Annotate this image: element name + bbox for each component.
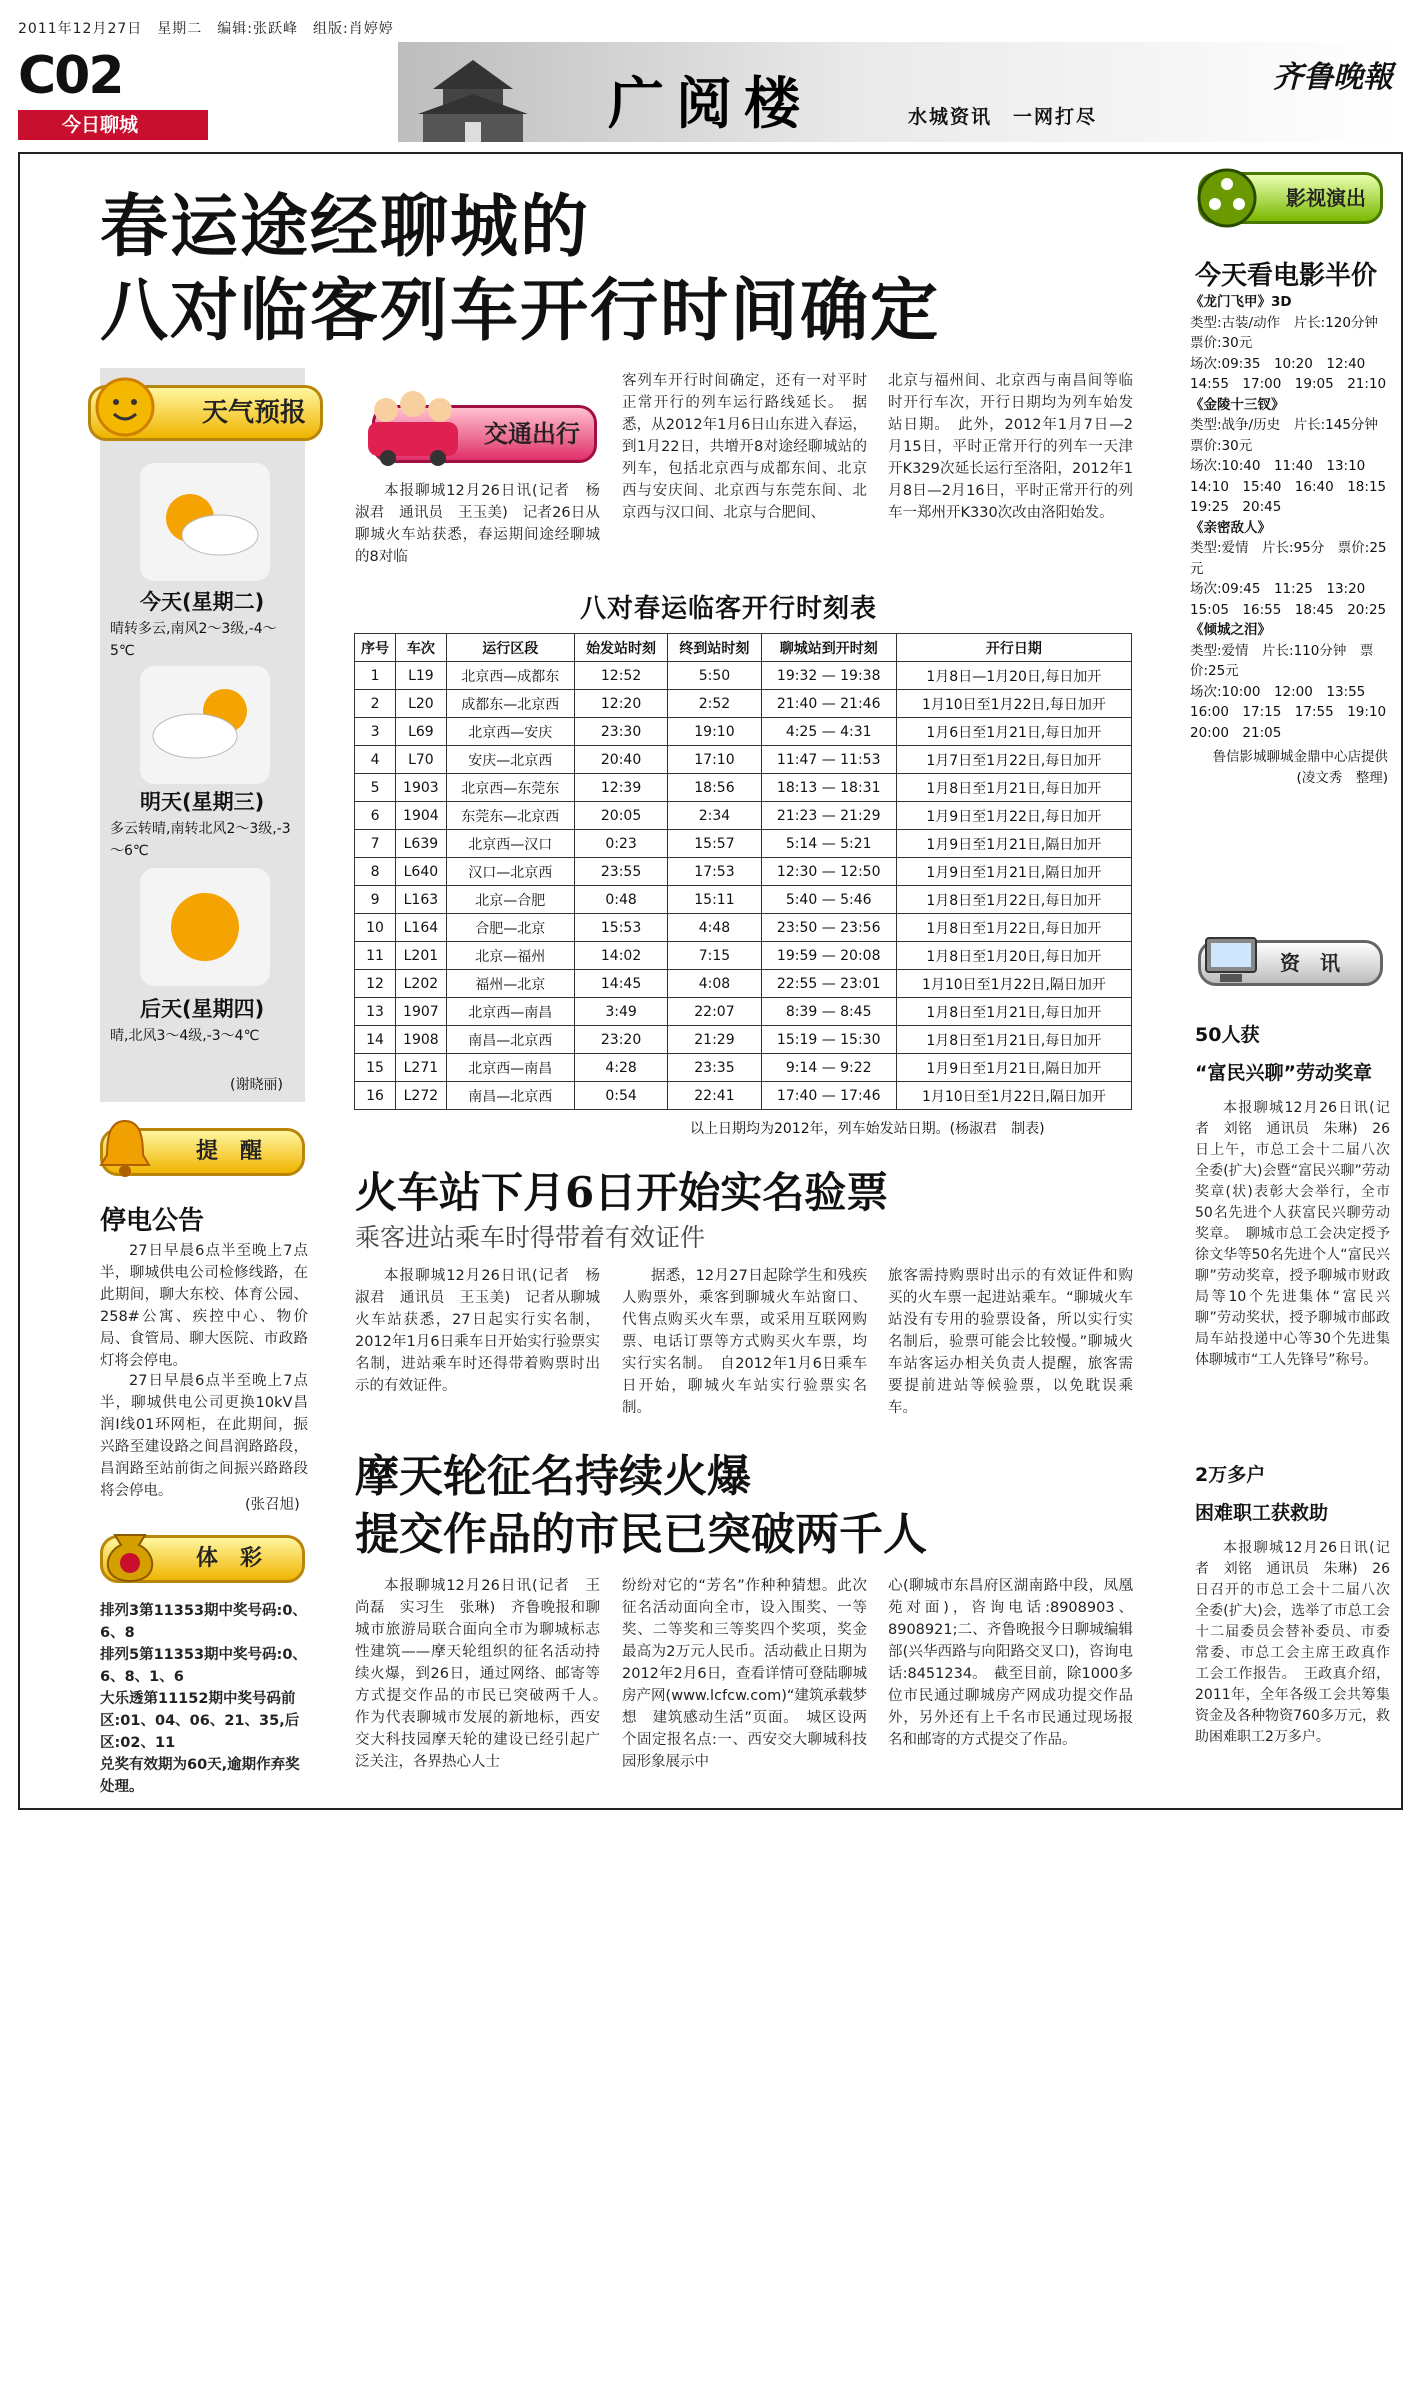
smiling-sun-icon bbox=[80, 362, 170, 452]
table-cell: 9:14 — 9:22 bbox=[761, 1054, 896, 1082]
table-cell: 1月10日至1月22日,隔日加开 bbox=[896, 970, 1131, 998]
table-cell: 2 bbox=[355, 690, 396, 718]
table-cell: L164 bbox=[396, 914, 447, 942]
table-cell: 北京西—南昌 bbox=[446, 1054, 574, 1082]
table-cell: 5:14 — 5:21 bbox=[761, 830, 896, 858]
weather-dayafter-desc: 晴,北风3～4级,-3～4℃ bbox=[110, 1028, 260, 1044]
movie-name: 《金陵十三钗》 bbox=[1190, 396, 1285, 413]
table-row bbox=[355, 746, 1132, 774]
table-cell: 0:48 bbox=[574, 886, 667, 914]
movie-item bbox=[1190, 395, 1400, 518]
table-cell: 北京西—成都东 bbox=[446, 662, 574, 690]
table-cell: 17:40 — 17:46 bbox=[761, 1082, 896, 1110]
story3-column-3: 心(聊城市东昌府区湖南路中段，凤凰苑对面)，咨询电话:8908903、8908921;二、齐鲁晚报今日聊城编辑部(兴华西路与向阳路交叉口)，咨询电话:8451234。 截至目前，除1000多位市民通过聊城房产网成功提交作品外，另外还有上千名市民通过现场报名和邮寄的方式提交了作品。 bbox=[888, 1578, 1133, 1748]
movie-times: 场次:09:45 11:25 13:20 15:05 16:55 18:45 20:25 bbox=[1190, 581, 1387, 618]
reminder-title: 停电公告 bbox=[100, 1206, 205, 1236]
table-cell: L70 bbox=[396, 746, 447, 774]
timetable-note: 以上日期均为2012年，列车始发站日期。(杨淑君 制表) bbox=[690, 1121, 1045, 1137]
table-row bbox=[355, 914, 1132, 942]
table-cell: 1月8日至1月21日,每日加开 bbox=[896, 774, 1131, 802]
lottery-line: 大乐透第11152期中奖号码前区:01、04、06、21、35,后区:02、11 bbox=[100, 1691, 300, 1751]
movies-logo: 影视演出 bbox=[1198, 172, 1383, 224]
reminder-paragraph-1: 27日早晨6点半至晚上7点半，聊城供电公司检修线路，在此期间，聊大东校、体育公园、258#公寓、疾控中心、物价局、食管局、聊大医院、市政路灯将会停电。 bbox=[100, 1243, 308, 1369]
table-cell: L272 bbox=[396, 1082, 447, 1110]
table-cell: 1 bbox=[355, 662, 396, 690]
table-cell: 北京西—汉口 bbox=[446, 830, 574, 858]
table-cell: 15 bbox=[355, 1054, 396, 1082]
story2-title: 火车站下月6日开始实名验票 bbox=[355, 1168, 889, 1217]
table-cell: 23:35 bbox=[668, 1054, 761, 1082]
movie-name: 《倾城之泪》 bbox=[1190, 622, 1271, 638]
table-cell: L202 bbox=[396, 970, 447, 998]
lottery-results bbox=[100, 1600, 310, 1798]
table-row bbox=[355, 1026, 1132, 1054]
movie-info: 类型:古装/动作 片长:120分钟 票价:30元 bbox=[1190, 314, 1392, 351]
newspaper-logo: 齐鲁晚報 bbox=[1273, 60, 1393, 95]
table-cell: 南昌—北京西 bbox=[446, 1026, 574, 1054]
table-cell: 21:40 — 21:46 bbox=[761, 690, 896, 718]
weather-credit: (谢晓丽) bbox=[230, 1077, 283, 1093]
table-cell: 1月10日至1月22日,每日加开 bbox=[896, 690, 1131, 718]
table-cell: L19 bbox=[396, 662, 447, 690]
table-cell: 3:49 bbox=[574, 998, 667, 1026]
reminder-paragraph-2: 27日早晨6点半至晚上7点半，聊城供电公司更换10kV昌润I线01环网柜，在此期间，振兴路至建设路之间昌润路路段，昌润路至站前街之间振兴路路段将会停电。 bbox=[100, 1373, 308, 1499]
table-row bbox=[355, 662, 1132, 690]
movie-name: 《亲密敌人》 bbox=[1190, 519, 1271, 536]
table-cell: 11:47 — 11:53 bbox=[761, 746, 896, 774]
story3-title bbox=[355, 1448, 927, 1564]
table-cell: 18:56 bbox=[668, 774, 761, 802]
table-cell: 11 bbox=[355, 942, 396, 970]
cloud-sun-icon bbox=[140, 666, 270, 784]
traffic-column-3: 北京与福州间、北京西与南昌间等临时开行车次，开行日期均为列车始发站日期。 此外，2012年1月7日—2月15日，平时正常开行的列车一天津开K329次延长运行至洛阳，2012年1月8日—2月16日，平时正常开行的列车一郑州开K330次改由洛阳始发。 bbox=[888, 373, 1133, 521]
masthead bbox=[18, 42, 1403, 144]
news-item2-subtitle: 困难职工获救助 bbox=[1195, 1502, 1329, 1524]
table-cell: 7:15 bbox=[668, 942, 761, 970]
table-cell: 14 bbox=[355, 1026, 396, 1054]
table-cell: 1月9日至1月21日,隔日加开 bbox=[896, 830, 1131, 858]
table-cell: 1月8日至1月22日,每日加开 bbox=[896, 886, 1131, 914]
table-cell: 22:07 bbox=[668, 998, 761, 1026]
table-header-row bbox=[355, 634, 1132, 662]
sun-icon bbox=[140, 868, 270, 986]
table-cell: 1月8日—1月20日,每日加开 bbox=[896, 662, 1131, 690]
table-cell: 19:32 — 19:38 bbox=[761, 662, 896, 690]
lottery-logo: 体 彩 bbox=[100, 1535, 305, 1583]
table-cell: 1月6日至1月21日,每日加开 bbox=[896, 718, 1131, 746]
table-row bbox=[355, 970, 1132, 998]
reminder-logo: 提 醒 bbox=[100, 1128, 305, 1176]
table-cell: 9 bbox=[355, 886, 396, 914]
table-row bbox=[355, 886, 1132, 914]
table-cell: 2:52 bbox=[668, 690, 761, 718]
table-cell: L639 bbox=[396, 830, 447, 858]
news-item1-title: 50人获 bbox=[1195, 1024, 1260, 1046]
table-cell: 汉口—北京西 bbox=[446, 858, 574, 886]
movie-name: 《龙门飞甲》3D bbox=[1190, 294, 1292, 310]
table-cell: 1907 bbox=[396, 998, 447, 1026]
table-cell: 12:39 bbox=[574, 774, 667, 802]
table-cell: L20 bbox=[396, 690, 447, 718]
table-cell: 18:13 — 18:31 bbox=[761, 774, 896, 802]
col-header: 终到站时刻 bbox=[668, 634, 761, 662]
table-cell: 福州—北京 bbox=[446, 970, 574, 998]
table-cell: 北京西—南昌 bbox=[446, 998, 574, 1026]
table-cell: 15:19 — 15:30 bbox=[761, 1026, 896, 1054]
table-cell: 22:55 — 23:01 bbox=[761, 970, 896, 998]
table-cell: 15:57 bbox=[668, 830, 761, 858]
table-cell: 北京西—安庆 bbox=[446, 718, 574, 746]
col-header: 车次 bbox=[396, 634, 447, 662]
table-cell: 5:40 — 5:46 bbox=[761, 886, 896, 914]
table-row bbox=[355, 830, 1132, 858]
column-banner bbox=[398, 42, 1403, 142]
movie-times: 场次:10:00 12:00 13:55 16:00 17:15 17:55 19:10 20:00 21:05 bbox=[1190, 683, 1400, 741]
main-headline bbox=[100, 185, 940, 353]
family-car-icon bbox=[358, 372, 478, 467]
table-cell: 13 bbox=[355, 998, 396, 1026]
table-cell: 10 bbox=[355, 914, 396, 942]
table-cell: 19:59 — 20:08 bbox=[761, 942, 896, 970]
col-header: 序号 bbox=[355, 634, 396, 662]
weather-dayafter-label: 后天(星期四) bbox=[140, 997, 265, 1021]
timetable-body bbox=[355, 662, 1132, 1110]
table-cell: 1月10日至1月22日,隔日加开 bbox=[896, 1082, 1131, 1110]
weather-tomorrow-label: 明天(星期三) bbox=[140, 790, 265, 814]
timetable-title: 八对春运临客开行时刻表 bbox=[580, 594, 878, 624]
traffic-logo: 交通出行 bbox=[372, 405, 597, 463]
table-row bbox=[355, 942, 1132, 970]
section-tab: 今日聊城 bbox=[18, 110, 208, 140]
movie-info: 类型:爱情 片长:110分钟 票价:25元 bbox=[1190, 642, 1374, 679]
col-header: 聊城站到开时刻 bbox=[761, 634, 896, 662]
table-cell: 1月7日至1月22日,每日加开 bbox=[896, 746, 1131, 774]
table-cell: 19:10 bbox=[668, 718, 761, 746]
bell-icon bbox=[95, 1115, 155, 1181]
table-cell: 东莞东—北京西 bbox=[446, 802, 574, 830]
table-row bbox=[355, 690, 1132, 718]
table-cell: 0:54 bbox=[574, 1082, 667, 1110]
table-cell: 6 bbox=[355, 802, 396, 830]
table-cell: 4:25 — 4:31 bbox=[761, 718, 896, 746]
table-row bbox=[355, 802, 1132, 830]
lottery-line: 排列5第11353期中奖号码:0、6、8、1、6 bbox=[100, 1647, 307, 1685]
table-cell: 成都东—北京西 bbox=[446, 690, 574, 718]
traffic-lead: 本报聊城12月26日讯(记者 杨淑君 通讯员 王玉美) 记者26日从聊城火车站获悉，春运期间途经聊城的8对临 bbox=[355, 483, 600, 565]
table-cell: L201 bbox=[396, 942, 447, 970]
movie-info: 类型:爱情 片长:95分 票价:25元 bbox=[1190, 540, 1387, 577]
weather-panel bbox=[100, 368, 305, 1102]
reminder-credit: (张召旭) bbox=[245, 1497, 300, 1513]
table-cell: 4:08 bbox=[668, 970, 761, 998]
table-cell: 北京—合肥 bbox=[446, 886, 574, 914]
table-cell: 1月9日至1月21日,隔日加开 bbox=[896, 858, 1131, 886]
table-cell: 1903 bbox=[396, 774, 447, 802]
table-cell: 12:30 — 12:50 bbox=[761, 858, 896, 886]
table-cell: 4:48 bbox=[668, 914, 761, 942]
film-reel-icon bbox=[1195, 166, 1259, 230]
movie-item bbox=[1190, 620, 1400, 743]
table-cell: 14:45 bbox=[574, 970, 667, 998]
edition-meta: 2011年12月27日 星期二 编辑:张跃峰 组版:肖婷婷 bbox=[18, 21, 394, 37]
table-cell: 1月8日至1月21日,每日加开 bbox=[896, 1026, 1131, 1054]
movie-times: 场次:09:35 10:20 12:40 14:55 17:00 19:05 21:10 bbox=[1190, 355, 1387, 392]
column-subtitle: 水城资讯 一网打尽 bbox=[908, 106, 1098, 128]
table-row bbox=[355, 1054, 1132, 1082]
movie-listings bbox=[1190, 292, 1400, 788]
news-item2-title: 2万多户 bbox=[1195, 1464, 1266, 1486]
table-row bbox=[355, 718, 1132, 746]
drum-tower-icon bbox=[413, 42, 533, 142]
news-item2-text: 本报聊城12月26日讯(记者 刘铭 通讯员 朱琳) 26日召开的市总工会十二届八次全委(扩大)会，选举了市总工会十二届委员会替补委员、市委常委、市总工会主席王政真作工会工作报告。 王政真介绍，2011年，全年各级工会共筹集资金及各种物资760多万元，救助困难职工2万多户。 bbox=[1195, 1540, 1390, 1745]
table-cell: 5:50 bbox=[668, 662, 761, 690]
table-cell: 23:55 bbox=[574, 858, 667, 886]
table-cell: 16 bbox=[355, 1082, 396, 1110]
table-cell: L69 bbox=[396, 718, 447, 746]
story3-title-line-1: 摩天轮征名持续火爆 bbox=[355, 1451, 751, 1502]
page-number: C02 bbox=[18, 46, 123, 106]
table-cell: 3 bbox=[355, 718, 396, 746]
table-cell: 21:23 — 21:29 bbox=[761, 802, 896, 830]
table-cell: 12 bbox=[355, 970, 396, 998]
movie-item bbox=[1190, 292, 1392, 395]
movies-source: 鲁信影城聊城金鼎中心店提供 bbox=[1212, 749, 1388, 765]
table-row bbox=[355, 774, 1132, 802]
story3-title-line-2: 提交作品的市民已突破两千人 bbox=[355, 1509, 927, 1560]
lottery-line: 兑奖有效期为60天,逾期作弃奖处理。 bbox=[100, 1757, 300, 1795]
table-cell: 8 bbox=[355, 858, 396, 886]
movie-info: 类型:战争/历史 片长:145分钟 票价:30元 bbox=[1190, 417, 1392, 454]
table-cell: 合肥—北京 bbox=[446, 914, 574, 942]
movie-times: 场次:10:40 11:40 13:10 14:10 15:40 16:40 18:15 19:25 20:45 bbox=[1190, 458, 1400, 515]
table-cell: 14:02 bbox=[574, 942, 667, 970]
table-cell: 8:39 — 8:45 bbox=[761, 998, 896, 1026]
story2-column-3: 旅客需持购票时出示的有效证件和购买的火车票一起进站乘车。“聊城火车站没有专用的验票设备，所以实行实名制后，验票可能会比较慢。”聊城火车站客运办相关负责人提醒，旅客需要提前进站等候验票，以免耽误乘车。 bbox=[888, 1268, 1133, 1416]
headline-line-1: 春运途经聊城的 bbox=[100, 187, 591, 267]
table-cell: 1904 bbox=[396, 802, 447, 830]
table-cell: L163 bbox=[396, 886, 447, 914]
traffic-column-2: 客列车开行时间确定，还有一对平时正常开行的列车运行路线延长。 据悉，从2012年1月6日山东进入春运，到1月22日，共增开8对途经聊城站的列车，包括北京西与成都东间、北京西与安庆间、北京西与东莞东间、北京西与汉口间、北京与合肥间、 bbox=[622, 373, 867, 521]
table-cell: 23:50 — 23:56 bbox=[761, 914, 896, 942]
table-cell: 北京—福州 bbox=[446, 942, 574, 970]
computer-icon bbox=[1200, 930, 1262, 992]
table-cell: 1月9日至1月21日,隔日加开 bbox=[896, 1054, 1131, 1082]
news-item1-text: 本报聊城12月26日讯(记者 刘铭 通讯员 朱琳) 26日上午，市总工会十二届八次全委(扩大)会暨“富民兴聊”劳动奖章(状)表彰大会举行，全市50名先进个人获富民兴聊劳动奖章。 聊城市总工会决定授予徐文华等50名先进个人“富民兴聊”劳动奖章，授予聊城市财政局等10个先进集体“富民兴聊”劳动奖状，授予聊城市邮政局车站投递中心等30个先进集体聊城市“工人先锋号”称号。 bbox=[1195, 1100, 1390, 1368]
train-timetable bbox=[354, 633, 1132, 1110]
weather-logo: 天气预报 bbox=[88, 385, 323, 441]
story3-column-2: 纷纷对它的“芳名”作种种猜想。此次征名活动面向全市，设入围奖、一等奖、二等奖和三等奖四个奖项，奖金最高为2万元人民币。活动截止日期为2012年2月6日，查看详情可登陆聊城房产网(www.lcfcw.com)“建筑承载梦想 建筑感动生活”页面。 城区设两个固定报名点:一、西安交大聊城科技园形象展示中 bbox=[622, 1578, 867, 1770]
money-bag-icon bbox=[95, 1515, 165, 1587]
movies-title: 今天看电影半价 bbox=[1195, 261, 1378, 291]
movies-credit: (凌文秀 整理) bbox=[1296, 769, 1388, 786]
table-cell: L271 bbox=[396, 1054, 447, 1082]
table-cell: 7 bbox=[355, 830, 396, 858]
story3-column-1: 本报聊城12月26日讯(记者 王尚磊 实习生 张琳) 齐鲁晚报和聊城市旅游局联合面向全市为聊城标志性建筑——摩天轮组织的征名活动持续火爆，到26日，通过网络、邮寄等方式提交作品的市民已突破两千人。 作为代表聊城市发展的新地标，西安交大科技园摩天轮的建设已经引起广泛关注，各界热心人士 bbox=[355, 1578, 615, 1770]
table-cell: 21:29 bbox=[668, 1026, 761, 1054]
table-cell: 5 bbox=[355, 774, 396, 802]
table-cell: 1月8日至1月21日,每日加开 bbox=[896, 998, 1131, 1026]
table-cell: 1908 bbox=[396, 1026, 447, 1054]
lottery-line: 排列3第11353期中奖号码:0、6、8 bbox=[100, 1603, 307, 1641]
col-header: 始发站时刻 bbox=[574, 634, 667, 662]
weather-tomorrow-desc: 多云转晴,南转北风2～3级,-3～6℃ bbox=[110, 821, 291, 859]
column-title: 广阅楼 bbox=[608, 71, 812, 137]
col-header: 开行日期 bbox=[896, 634, 1131, 662]
table-cell: 12:20 bbox=[574, 690, 667, 718]
table-cell: 北京西—东莞东 bbox=[446, 774, 574, 802]
table-row bbox=[355, 1082, 1132, 1110]
story2-deck: 乘客进站乘车时得带着有效证件 bbox=[355, 1223, 706, 1252]
table-cell: 17:53 bbox=[668, 858, 761, 886]
table-cell: 安庆—北京西 bbox=[446, 746, 574, 774]
table-cell: L640 bbox=[396, 858, 447, 886]
table-cell: 23:20 bbox=[574, 1026, 667, 1054]
table-cell: 4 bbox=[355, 746, 396, 774]
weather-today-label: 今天(星期二) bbox=[140, 590, 265, 614]
col-header: 运行区段 bbox=[446, 634, 574, 662]
movie-item bbox=[1190, 518, 1388, 621]
table-cell: 1月8日至1月22日,每日加开 bbox=[896, 914, 1131, 942]
table-cell: 20:05 bbox=[574, 802, 667, 830]
table-cell: 12:52 bbox=[574, 662, 667, 690]
table-cell: 17:10 bbox=[668, 746, 761, 774]
table-cell: 0:23 bbox=[574, 830, 667, 858]
table-cell: 1月9日至1月22日,每日加开 bbox=[896, 802, 1131, 830]
table-cell: 20:40 bbox=[574, 746, 667, 774]
table-cell: 1月8日至1月20日,每日加开 bbox=[896, 942, 1131, 970]
table-cell: 15:53 bbox=[574, 914, 667, 942]
story2-column-1: 本报聊城12月26日讯(记者 杨淑君 通讯员 王玉美) 记者从聊城火车站获悉，27日起实行实名制，2012年1月6日乘车日开始实行验票实名制，进站乘车时还得带着购票时出示的有效证件。 bbox=[355, 1268, 600, 1394]
news-item1-subtitle: “富民兴聊”劳动奖章 bbox=[1195, 1062, 1372, 1084]
table-cell: 15:11 bbox=[668, 886, 761, 914]
table-row bbox=[355, 858, 1132, 886]
news-logo: 资 讯 bbox=[1198, 940, 1383, 986]
table-cell: 2:34 bbox=[668, 802, 761, 830]
sun-cloud-icon bbox=[140, 463, 270, 581]
table-cell: 22:41 bbox=[668, 1082, 761, 1110]
table-cell: 南昌—北京西 bbox=[446, 1082, 574, 1110]
story2-column-2: 据悉，12月27日起除学生和残疾人购票外，乘客到聊城火车站窗口、代售点购买火车票，或采用互联网购票、电话订票等方式购买火车票，均实行实名制。 自2012年1月6日乘车日开始，聊城火车站实行验票实名制。 bbox=[622, 1268, 867, 1416]
headline-line-2: 八对临客列车开行时间确定 bbox=[100, 271, 941, 351]
weather-today-desc: 晴转多云,南风2～3级,-4～5℃ bbox=[110, 621, 277, 659]
table-cell: 4:28 bbox=[574, 1054, 667, 1082]
table-row bbox=[355, 998, 1132, 1026]
table-cell: 23:30 bbox=[574, 718, 667, 746]
